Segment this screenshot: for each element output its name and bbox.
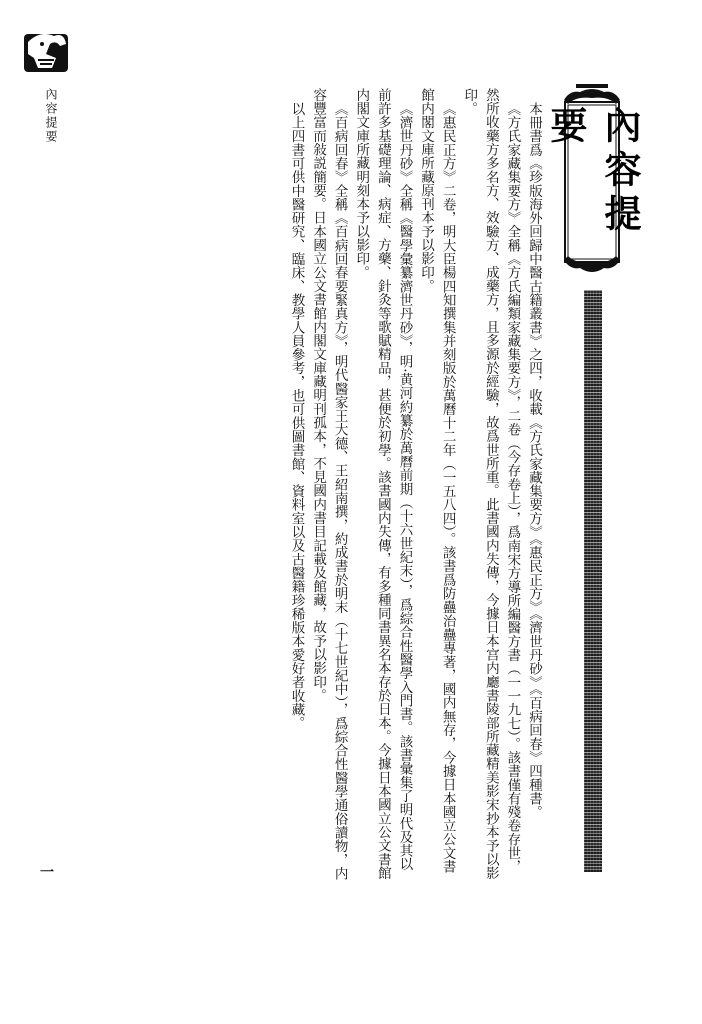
running-head: 內容提要	[44, 88, 58, 144]
page-title: 內容提要	[544, 106, 641, 238]
title-banner	[544, 82, 641, 278]
publisher-emblem-icon	[20, 28, 72, 76]
paragraph-baibing: 《百病回春》全稱《百病回春要緊真方》，明代醫家王大德、王紹南撰，約成書於明末（十七世紀中），爲綜合性醫學通俗讀物，内容豐富而敍説簡要。日本國立公文書館内閣文庫藏明刊孤本，不見國内書目記載及館藏，故予以影印。	[310, 88, 348, 880]
paragraph-jishi: 《濟世丹砂》全稱《醫學彙纂濟世丹砂》，明·黄河約纂於萬曆前期（十六世紀末），爲綜合性醫學入門書。該書彙集了明代及其以前許多基礎理論、病症、方藥、針灸等歌賦精品，甚便於初學。該書國内失傳，有多種同書異名本存於日本。今據日本國立公文書館内閣文庫所藏明刻本予以影印。	[353, 88, 413, 880]
paragraph-conclusion: 以上四書可供中醫研究、臨床、教學人員參考，也可供圖書館、資料室以及古醫籍珍稀版本愛好者收藏。	[288, 101, 305, 730]
paragraph-intro: 本冊書爲《珍版海外回歸中醫古籍叢書》之四，收載《方氏家藏集要方》《惠民正方》《濟世丹砂》《百病回春》四種書。	[526, 101, 542, 819]
decorative-border-bar	[584, 290, 602, 872]
summary-body	[284, 88, 544, 884]
paragraph-huimin: 《惠民正方》二卷，明大臣楊四知撰集并刻版於萬曆十二年（一五八四）。該書爲防蠱治蠱專著，國内無存，今據日本國立公文書館内閣文庫所藏原刊本予以影印。	[418, 88, 456, 873]
paragraph-fangshi: 《方氏家藏集要方》全稱《方氏編類家藏集要方》，二卷（今存卷上），爲南宋方導所編醫方書（一一九七）。該書僅有殘卷存世，然所收藥方多名方、效驗方、成藥方，且多源於經驗，故爲世所重。此書國内失傳，今據日本宫内廳書陵部所藏精美影宋抄本予以影印。	[461, 88, 521, 880]
page-number: 一	[40, 865, 54, 881]
